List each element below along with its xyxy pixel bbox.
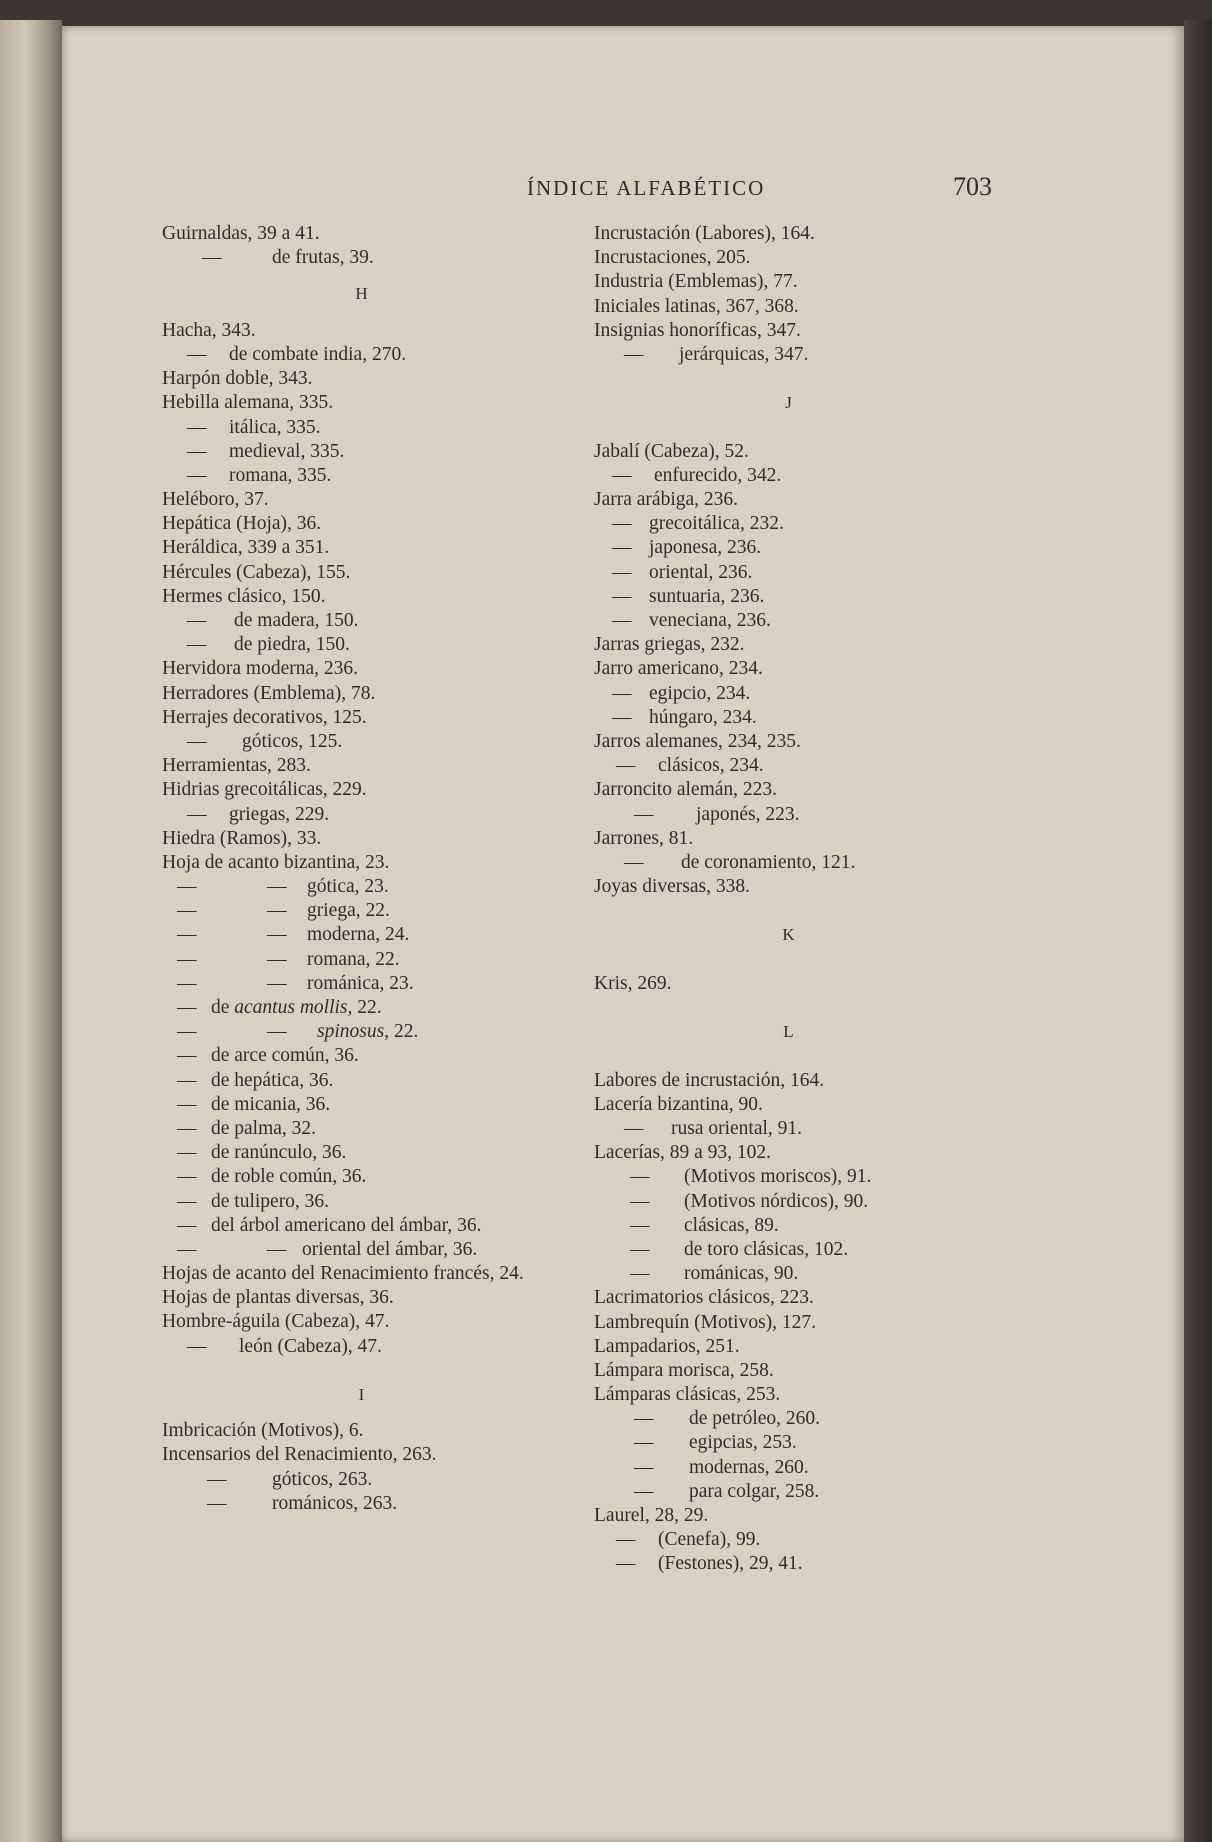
- index-subentry: [594, 1528, 1014, 1552]
- index-entry: Lámpara morisca, 258.: [594, 1359, 774, 1381]
- entry-text: de: [211, 997, 230, 1019]
- repeat-dash: —: [177, 1117, 197, 1139]
- repeat-dash: —: [634, 803, 654, 825]
- repeat-dash: —: [624, 343, 644, 365]
- running-title: ÍNDICE ALFABÉTICO: [527, 176, 766, 200]
- repeat-dash: —: [187, 634, 207, 656]
- entry-text: de toro clásicas, 102.: [684, 1238, 849, 1260]
- entry-text: oriental del ámbar, 36.: [302, 1238, 478, 1260]
- repeat-dash: —: [267, 924, 287, 946]
- entry-text: griegas, 229.: [229, 803, 330, 825]
- index-entry: Kris, 269.: [594, 972, 672, 994]
- entry-text: de hepática, 36.: [211, 1069, 334, 1091]
- repeat-dash: —: [634, 1408, 654, 1430]
- index-column-right: [594, 222, 1014, 1577]
- index-subentry: [594, 1214, 1014, 1238]
- entry-text: de micania, 36.: [211, 1093, 331, 1115]
- index-subentry: [162, 948, 592, 972]
- index-entry: Labores de incrustación, 164.: [594, 1069, 825, 1091]
- entry-text: león (Cabeza), 47.: [239, 1335, 382, 1357]
- index-subentry: [162, 1141, 592, 1165]
- entry-text: (Motivos moriscos), 91.: [684, 1166, 872, 1188]
- repeat-dash: —: [267, 1021, 287, 1043]
- index-subentry: [162, 1335, 592, 1359]
- index-subentry: [594, 682, 1014, 706]
- entry-text: itálica, 335.: [229, 416, 321, 438]
- section-letter-k: K: [782, 925, 796, 945]
- latin-term: acantus mollis,: [234, 997, 353, 1019]
- entry-text: de frutas, 39.: [272, 247, 374, 269]
- entry-text: romana, 22.: [307, 948, 400, 970]
- index-subentry: [594, 706, 1014, 730]
- repeat-dash: —: [187, 440, 207, 462]
- index-entry: Hervidora moderna, 236.: [162, 658, 359, 680]
- index-subentry: [162, 1020, 592, 1044]
- index-subentry: [594, 1117, 1014, 1141]
- repeat-dash: —: [207, 1492, 227, 1514]
- index-subentry: [162, 996, 592, 1020]
- index-subentry: [594, 343, 1014, 367]
- entry-text: románica, 23.: [307, 972, 414, 994]
- section-letter-i: I: [358, 1384, 366, 1404]
- index-subentry: [162, 1468, 592, 1492]
- entry-text: de piedra, 150.: [234, 634, 350, 656]
- entry-text: rusa oriental, 91.: [671, 1118, 803, 1140]
- entry-text: románicos, 263.: [272, 1492, 398, 1514]
- entry-text: oriental, 236.: [649, 561, 753, 583]
- repeat-dash: —: [612, 585, 632, 607]
- index-entry: Hoja de acanto bizantina, 23.: [162, 851, 390, 873]
- index-subentry: [594, 512, 1014, 536]
- repeat-dash: —: [612, 706, 632, 728]
- index-subentry: [594, 536, 1014, 560]
- repeat-dash: —: [187, 416, 207, 438]
- index-subentry: [162, 1190, 592, 1214]
- index-entry: Guirnaldas, 39 a 41.: [162, 223, 320, 244]
- index-subentry: [162, 1214, 592, 1238]
- index-entry: Lampadarios, 251.: [594, 1335, 740, 1357]
- repeat-dash: —: [177, 972, 197, 994]
- index-entry: Joyas diversas, 338.: [594, 876, 750, 898]
- repeat-dash: —: [612, 561, 632, 583]
- repeat-dash: —: [177, 1214, 197, 1236]
- repeat-dash: —: [177, 876, 197, 898]
- repeat-dash: —: [616, 1553, 636, 1575]
- repeat-dash: —: [612, 513, 632, 535]
- index-subentry: [594, 1165, 1014, 1189]
- entry-text: románicas, 90.: [684, 1263, 799, 1285]
- entry-text: (Motivos nórdicos), 90.: [684, 1190, 869, 1212]
- index-entry: Insignias honoríficas, 347.: [594, 319, 801, 341]
- entry-text: clásicos, 234.: [658, 755, 764, 777]
- index-subentry: [162, 609, 592, 633]
- repeat-dash: —: [612, 610, 632, 632]
- index-subentry: [594, 1407, 1014, 1431]
- index-subentry: [162, 343, 592, 367]
- index-entry: Herramientas, 283.: [162, 755, 311, 777]
- repeat-dash: —: [616, 755, 636, 777]
- index-entry: Heléboro, 37.: [162, 489, 269, 511]
- index-subentry: [162, 1044, 592, 1068]
- index-entry: Hermes clásico, 150.: [162, 585, 326, 607]
- index-subentry: [594, 1190, 1014, 1214]
- index-subentry: [162, 899, 592, 923]
- repeat-dash: —: [630, 1190, 650, 1212]
- index-subentry: [162, 1093, 592, 1117]
- section-letter-l: L: [783, 1022, 795, 1042]
- index-subentry: [162, 1492, 592, 1516]
- index-subentry: [162, 440, 592, 464]
- entry-text: de madera, 150.: [234, 610, 359, 632]
- index-entry: Hojas de acanto del Renacimiento francés, 24.: [162, 1263, 524, 1285]
- index-page: [62, 26, 1184, 1842]
- repeat-dash: —: [634, 1480, 654, 1502]
- index-entry: Hiedra (Ramos), 33.: [162, 827, 322, 849]
- repeat-dash: —: [634, 1432, 654, 1454]
- repeat-dash: —: [267, 1238, 287, 1260]
- repeat-dash: —: [177, 900, 197, 922]
- entry-text: egipcio, 234.: [649, 682, 751, 704]
- index-subentry: [594, 754, 1014, 778]
- index-subentry: [594, 1552, 1014, 1576]
- index-entry: Hércules (Cabeza), 155.: [162, 561, 351, 583]
- index-entry: Industria (Emblemas), 77.: [594, 271, 798, 293]
- index-entry: Hebilla alemana, 335.: [162, 392, 334, 414]
- repeat-dash: —: [612, 537, 632, 559]
- repeat-dash: —: [187, 730, 207, 752]
- entry-text: medieval, 335.: [229, 440, 345, 462]
- index-subentry: [162, 1069, 592, 1093]
- index-entry: Incrustaciones, 205.: [594, 247, 751, 269]
- repeat-dash: —: [624, 1118, 644, 1140]
- repeat-dash: —: [177, 948, 197, 970]
- entry-text: de palma, 32.: [211, 1117, 317, 1139]
- entry-text: romana, 335.: [229, 464, 332, 486]
- index-subentry: [594, 1238, 1014, 1262]
- entry-text: moderna, 24.: [307, 924, 410, 946]
- page-header: [62, 172, 1184, 206]
- index-entry: Jabalí (Cabeza), 52.: [594, 440, 749, 462]
- entry-text: de tulipero, 36.: [211, 1190, 330, 1212]
- entry-text: para colgar, 258.: [689, 1480, 820, 1502]
- repeat-dash: —: [202, 247, 222, 269]
- index-subentry: [594, 851, 1014, 875]
- index-entry: Hidrias grecoitálicas, 229.: [162, 779, 367, 801]
- entry-text: gótica, 23.: [307, 876, 389, 898]
- repeat-dash: —: [177, 1142, 197, 1164]
- entry-text: jerárquicas, 347.: [679, 343, 809, 365]
- entry-text: del árbol americano del ámbar, 36.: [211, 1214, 482, 1236]
- repeat-dash: —: [267, 900, 287, 922]
- entry-text: de ranúnculo, 36.: [211, 1142, 347, 1164]
- entry-text: enfurecido, 342.: [654, 464, 782, 486]
- repeat-dash: —: [177, 1045, 197, 1067]
- entry-text: griega, 22.: [307, 900, 390, 922]
- repeat-dash: —: [177, 1190, 197, 1212]
- index-subentry: [162, 464, 592, 488]
- repeat-dash: —: [187, 1335, 207, 1357]
- index-subentry: [594, 803, 1014, 827]
- repeat-dash: —: [616, 1529, 636, 1551]
- section-letter-h: H: [355, 284, 369, 304]
- entry-text: de coronamiento, 121.: [681, 851, 856, 873]
- repeat-dash: —: [187, 343, 207, 365]
- entry-text: suntuaria, 236.: [649, 585, 765, 607]
- index-subentry: [162, 1117, 592, 1141]
- entry-text: (Cenefa), 99.: [658, 1529, 761, 1551]
- index-entry: Hojas de plantas diversas, 36.: [162, 1287, 394, 1309]
- facing-page-edge: [0, 20, 62, 1842]
- index-subentry: [162, 730, 592, 754]
- index-entry: Jarras griegas, 232.: [594, 634, 745, 656]
- index-entry: Jarrones, 81.: [594, 827, 694, 849]
- entry-text: de petróleo, 260.: [689, 1408, 821, 1430]
- entry-text: góticos, 125.: [242, 730, 343, 752]
- index-entry: Hombre-águila (Cabeza), 47.: [162, 1311, 390, 1333]
- index-subentry: [594, 609, 1014, 633]
- page-number: 703: [953, 172, 992, 201]
- entry-text: de roble común, 36.: [211, 1166, 367, 1188]
- entry-text: modernas, 260.: [689, 1456, 809, 1478]
- repeat-dash: —: [634, 1456, 654, 1478]
- index-entry: Lambrequín (Motivos), 127.: [594, 1311, 817, 1333]
- index-subentry: [162, 875, 592, 899]
- index-column-left: [162, 222, 592, 1516]
- repeat-dash: —: [612, 464, 632, 486]
- repeat-dash: —: [267, 948, 287, 970]
- index-entry: Heráldica, 339 a 351.: [162, 537, 330, 559]
- index-subentry: [594, 561, 1014, 585]
- repeat-dash: —: [187, 803, 207, 825]
- repeat-dash: —: [177, 997, 197, 1019]
- repeat-dash: —: [177, 1021, 197, 1043]
- index-entry: Lacerías, 89 a 93, 102.: [594, 1142, 772, 1164]
- entry-text: góticos, 263.: [272, 1468, 373, 1490]
- repeat-dash: —: [624, 851, 644, 873]
- index-entry: Laurel, 28, 29.: [594, 1505, 709, 1527]
- index-subentry: [162, 416, 592, 440]
- entry-text: de combate india, 270.: [229, 343, 407, 365]
- index-entry: Lacrimatorios clásicos, 223.: [594, 1287, 814, 1309]
- index-entry: Jarroncito alemán, 223.: [594, 779, 778, 801]
- repeat-dash: —: [187, 464, 207, 486]
- repeat-dash: —: [177, 1093, 197, 1115]
- index-entry: Harpón doble, 343.: [162, 368, 313, 390]
- repeat-dash: —: [177, 1238, 197, 1260]
- entry-text: clásicas, 89.: [684, 1214, 779, 1236]
- index-entry: Jarro americano, 234.: [594, 658, 763, 680]
- index-subentry: [594, 585, 1014, 609]
- repeat-dash: —: [630, 1238, 650, 1260]
- index-subentry: [162, 1165, 592, 1189]
- index-subentry: [162, 923, 592, 947]
- entry-text: egipcias, 253.: [689, 1432, 797, 1454]
- index-entry: Incrustación (Labores), 164.: [594, 223, 815, 244]
- repeat-dash: —: [630, 1214, 650, 1236]
- repeat-dash: —: [612, 682, 632, 704]
- section-letter-j: J: [785, 393, 793, 413]
- index-subentry: [162, 246, 592, 270]
- entry-text: 22.: [393, 1021, 419, 1043]
- repeat-dash: —: [267, 972, 287, 994]
- entry-text: japonesa, 236.: [649, 537, 762, 559]
- index-subentry: [594, 464, 1014, 488]
- latin-term: spinosus,: [317, 1021, 390, 1043]
- index-subentry: [594, 1262, 1014, 1286]
- repeat-dash: —: [267, 876, 287, 898]
- index-entry: Imbricación (Motivos), 6.: [162, 1420, 364, 1442]
- entry-text: veneciana, 236.: [649, 610, 771, 632]
- index-entry: Jarros alemanes, 234, 235.: [594, 730, 801, 752]
- index-entry: Incensarios del Renacimiento, 263.: [162, 1444, 437, 1466]
- entry-text: de arce común, 36.: [211, 1045, 359, 1067]
- index-subentry: [162, 803, 592, 827]
- entry-text: grecoitálica, 232.: [649, 513, 784, 535]
- entry-text: 22.: [357, 997, 382, 1019]
- repeat-dash: —: [207, 1468, 227, 1490]
- book-edge-shadow: [1184, 20, 1212, 1842]
- index-subentry: [162, 972, 592, 996]
- index-subentry: [594, 1480, 1014, 1504]
- index-subentry: [594, 1456, 1014, 1480]
- entry-text: (Festones), 29, 41.: [658, 1553, 803, 1575]
- repeat-dash: —: [630, 1166, 650, 1188]
- index-subentry: [162, 633, 592, 657]
- repeat-dash: —: [630, 1263, 650, 1285]
- repeat-dash: —: [177, 1166, 197, 1188]
- index-entry: Jarra arábiga, 236.: [594, 489, 739, 511]
- entry-text: japonés, 223.: [696, 803, 800, 825]
- index-entry: Herradores (Emblema), 78.: [162, 682, 376, 704]
- index-subentry: [594, 1431, 1014, 1455]
- index-entry: Hepática (Hoja), 36.: [162, 513, 322, 535]
- index-entry: Hacha, 343.: [162, 319, 256, 341]
- index-entry: Iniciales latinas, 367, 368.: [594, 295, 799, 317]
- index-entry: Lacería bizantina, 90.: [594, 1093, 763, 1115]
- index-entry: Herrajes decorativos, 125.: [162, 706, 367, 728]
- index-subentry: [162, 1238, 592, 1262]
- repeat-dash: —: [187, 610, 207, 632]
- repeat-dash: —: [177, 1069, 197, 1091]
- index-entry: Lámparas clásicas, 253.: [594, 1384, 781, 1406]
- repeat-dash: —: [177, 924, 197, 946]
- entry-text: húngaro, 234.: [649, 706, 757, 728]
